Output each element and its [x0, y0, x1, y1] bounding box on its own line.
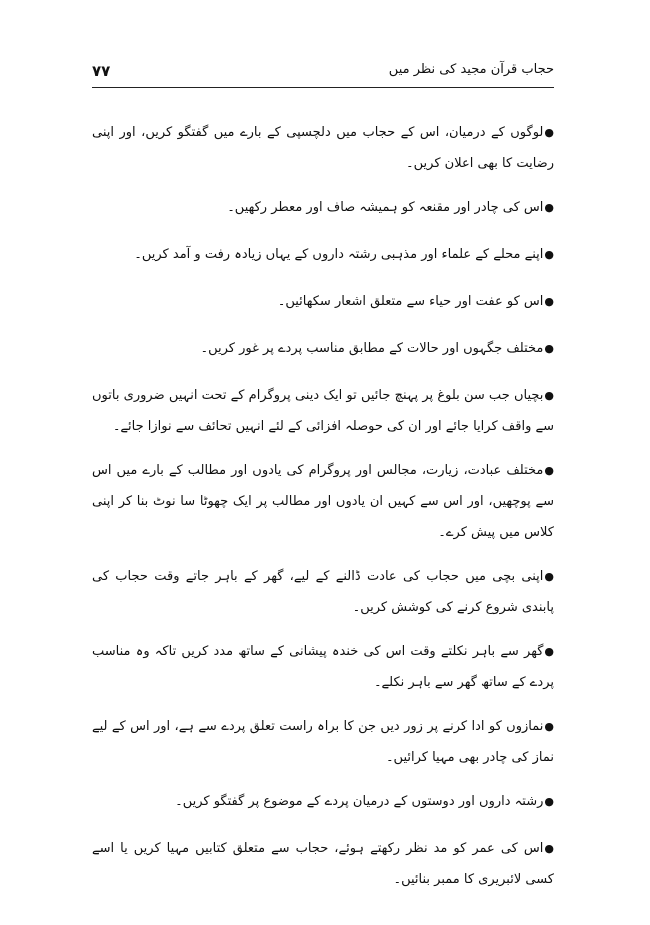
page-header	[92, 60, 554, 86]
bullet-icon: ●	[544, 795, 554, 808]
list-item-text: نمازوں کو ادا کرنے پر زور دیں جن کا براہ راست تعلق پردے سے ہے، اور اس کے لیے نماز کی چادر بھی مہیا کرائیں۔	[92, 719, 554, 765]
bullet-icon: ●	[544, 389, 554, 402]
list-item	[92, 786, 554, 817]
list-item	[92, 380, 554, 442]
list-item	[92, 636, 554, 698]
list-item	[92, 711, 554, 773]
list-item-text: اس کی چادر اور مقنعہ کو ہمیشہ صاف اور معطر رکھیں۔	[227, 200, 544, 215]
list-item	[92, 833, 554, 895]
bullet-icon: ●	[544, 842, 554, 855]
list-item	[92, 239, 554, 270]
header-divider	[92, 87, 554, 88]
running-title: حجاب قرآن مجید کی نظر میں	[388, 62, 554, 77]
bullet-icon: ●	[544, 720, 554, 733]
bullet-list	[92, 104, 554, 911]
list-item-text: رشتہ داروں اور دوستوں کے درمیان پردے کے موضوع پر گفتگو کریں۔	[175, 794, 544, 809]
list-item-text: مختلف عبادت، زیارت، مجالس اور پروگرام کی یادوں اور مطالب کے بارے میں اس سے پوچھیں، اور اس سے کہیں ان یادوں اور مطالب پر ایک چھوٹا سا نوٹ بنا کر اپنی کلاس میں پیش کرے۔	[92, 463, 554, 540]
bullet-icon: ●	[544, 201, 554, 214]
list-item-text: مختلف جگہوں اور حالات کے مطابق مناسب پردے پر غور کریں۔	[200, 341, 544, 356]
bullet-icon: ●	[544, 248, 554, 261]
list-item	[92, 117, 554, 179]
list-item-text: لوگوں کے درمیان، اس کے حجاب میں دلچسپی کے بارے میں گفتگو کریں، اور اپنی رضایت کا بھی اعلان کریں۔	[92, 125, 554, 171]
bullet-icon: ●	[544, 295, 554, 308]
list-item-text: اس کو عفت اور حیاء سے متعلق اشعار سکھائیں۔	[277, 294, 544, 309]
list-item	[92, 286, 554, 317]
list-item-text: اپنی بچی میں حجاب کی عادت ڈالنے کے لیے، گھر کے باہر جاتے وقت حجاب کی پابندی شروع کرنے کی کوشش کریں۔	[92, 569, 554, 615]
list-item	[92, 455, 554, 548]
bullet-icon: ●	[544, 464, 554, 477]
bullet-icon: ●	[544, 570, 554, 583]
list-item-text: گھر سے باہر نکلتے وقت اس کی خندہ پیشانی کے ساتھ مدد کریں تاکہ وہ مناسب پردے کے ساتھ گھر سے باہر نکلے۔	[92, 644, 554, 690]
bullet-icon: ●	[544, 645, 554, 658]
list-item	[92, 561, 554, 623]
page-number: ۷۷	[92, 62, 111, 80]
bullet-icon: ●	[544, 126, 554, 139]
list-item	[92, 192, 554, 223]
list-item-text: اس کی عمر کو مد نظر رکھتے ہوئے، حجاب سے متعلق کتابیں مہیا کریں یا اسے کسی لائبریری کا ممبر بنائیں۔	[92, 841, 554, 887]
bullet-icon: ●	[544, 342, 554, 355]
list-item	[92, 333, 554, 364]
list-item-text: بچیاں جب سن بلوغ پر پہنچ جائیں تو ایک دینی پروگرام کے تحت انہیں ضروری باتوں سے واقف کرایا جائے اور ان کی حوصلہ افزائی کے لئے انہیں تحائف سے نوازا جائے۔	[92, 388, 554, 434]
list-item-text: اپنے محلے کے علماء اور مذہبی رشتہ داروں کے یہاں زیادہ رفت و آمد کریں۔	[134, 247, 544, 262]
